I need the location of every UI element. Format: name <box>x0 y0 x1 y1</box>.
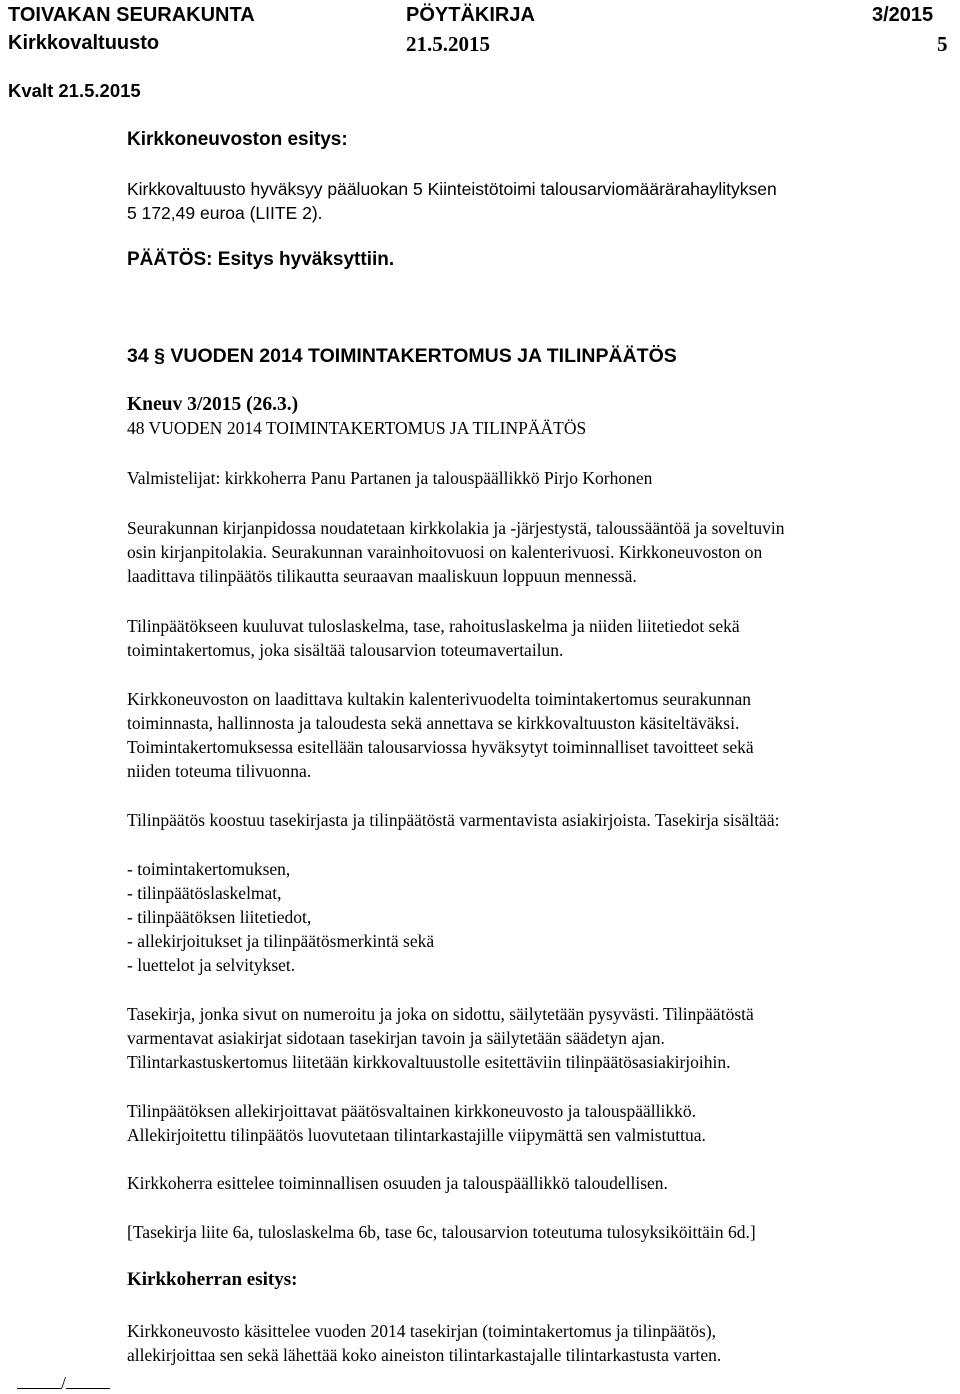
list-item: - tilinpäätöslaskelmat, <box>127 883 282 903</box>
paragraph-line: toimintakertomus, joka sisältää talousarvion toteumavertailun. <box>127 640 564 660</box>
paragraph-line: laadittava tilinpäätös tilikautta seuraavan maaliskuun loppuun mennessä. <box>127 566 637 586</box>
vicar-proposal-text <box>127 1319 917 1367</box>
paragraph-annual-report <box>127 687 917 783</box>
document-number: 3/2015 <box>872 4 934 26</box>
paragraph-line: Seurakunnan kirjanpidossa noudatetaan kirkkolakia ja -järjestystä, taloussääntöä ja soveltuvin <box>127 518 785 538</box>
list-item: - luettelot ja selvitykset. <box>127 955 296 975</box>
balance-book-contents-list <box>127 857 917 977</box>
initials-blank-right[interactable] <box>66 1372 110 1389</box>
paragraph-storage <box>127 1002 917 1074</box>
proposal-heading: Kirkkoneuvoston esitys: <box>127 129 348 150</box>
meeting-reference: Kvalt 21.5.2015 <box>8 80 141 101</box>
paragraph-line: [Tasekirja liite 6a, tuloslaskelma 6b, tase 6c, talousarvion toteutuma tulosyksiköittäin 6d.] <box>127 1222 756 1242</box>
paragraph-statement-contents <box>127 614 917 662</box>
paragraph-line: Tilintarkastuskertomus liitetään kirkkovaltuustolle esitettäviin tilinpäätösasiakirjoihin. <box>127 1052 731 1072</box>
decision-text: PÄÄTÖS: Esitys hyväksyttiin. <box>127 249 395 270</box>
paragraph-line: niiden toteuma tilivuonna. <box>127 761 312 781</box>
initials-blank-left[interactable] <box>17 1372 61 1389</box>
initials-line <box>17 1372 110 1394</box>
meeting-date: 21.5.2015 <box>406 32 490 56</box>
paragraph-line: osin kirjanpitolakia. Seurakunnan varainhoitovuosi on kalenterivuosi. Kirkkoneuvoston on <box>127 542 763 562</box>
body-name: Kirkkovaltuusto <box>8 32 160 54</box>
document-type: PÖYTÄKIRJA <box>406 4 535 26</box>
item-34-heading <box>127 345 677 368</box>
list-item: - allekirjoitukset ja tilinpäätösmerkintä sekä <box>127 931 435 951</box>
section-sign: § <box>154 345 165 367</box>
paragraph-attachments <box>127 1220 917 1244</box>
paragraph-line: Tilinpäätöksen allekirjoittavat päätösvaltainen kirkkoneuvosto ja talouspäällikkö. <box>127 1101 696 1121</box>
item-48-title: 48 VUODEN 2014 TOIMINTAKERTOMUS JA TILINPÄÄTÖS <box>127 418 587 438</box>
paragraph-line: varmentavat asiakirjat sidotaan tasekirjan tavoin ja säilytetään säädetyn ajan. <box>127 1028 665 1048</box>
proposal-line: 5 172,49 euroa (LIITE 2). <box>127 203 323 223</box>
list-item: - toimintakertomuksen, <box>127 859 291 879</box>
proposal-text <box>127 177 777 225</box>
item-number: 34 <box>127 345 149 367</box>
paragraph-signing <box>127 1099 917 1147</box>
paragraph-line: Tilinpäätökseen kuuluvat tuloslaskelma, tase, rahoituslaskelma ja niiden liitetiedot sekä <box>127 616 740 636</box>
preparers: Valmistelijat: kirkkoherra Panu Partanen ja talouspäällikkö Pirjo Korhonen <box>127 468 653 488</box>
paragraph-line: toiminnasta, hallinnosta ja taloudesta sekä annettava se kirkkovaltuuston käsiteltäväksi. <box>127 713 740 733</box>
initials-separator: / <box>61 1373 67 1393</box>
item-title: VUODEN 2014 TOIMINTAKERTOMUS JA TILINPÄÄTÖS <box>170 345 677 367</box>
paragraph-accounting-rules <box>127 516 917 588</box>
paragraph-line: Tasekirja, jonka sivut on numeroitu ja joka on sidottu, säilytetään pysyvästi. Tilinpäätöstä <box>127 1004 754 1024</box>
paragraph-composition <box>127 808 917 832</box>
paragraph-line: Kirkkoneuvoston on laadittava kultakin kalenterivuodelta toimintakertomus seurakunnan <box>127 689 752 709</box>
org-name: TOIVAKAN SEURAKUNTA <box>8 4 255 26</box>
paragraph-line: Tilinpäätös koostuu tasekirjasta ja tilinpäätöstä varmentavista asiakirjoista. Tasekirja sisältää: <box>127 810 780 830</box>
paragraph-line: Toimintakertomuksessa esitellään talousarviossa hyväksytyt toiminnalliset tavoitteet sekä <box>127 737 754 757</box>
paragraph-line: Kirkkoneuvosto käsittelee vuoden 2014 tasekirjan (toimintakertomus ja tilinpäätös), <box>127 1321 717 1341</box>
vicar-proposal-heading: Kirkkoherran esitys: <box>127 1269 298 1290</box>
proposal-line: Kirkkovaltuusto hyväksyy pääluokan 5 Kiinteistötoimi talousarviomäärärahaylityksen <box>127 179 777 199</box>
list-item: - tilinpäätöksen liitetiedot, <box>127 907 312 927</box>
page-number: 5 <box>937 32 948 56</box>
paragraph-line: Allekirjoitettu tilinpäätös luovutetaan tilintarkastajille viipymättä sen valmistuttua. <box>127 1125 706 1145</box>
kneuv-reference: Kneuv 3/2015 (26.3.) <box>127 394 299 415</box>
paragraph-line: allekirjoittaa sen sekä lähettää koko aineiston tilintarkastajalle tilintarkastusta varten. <box>127 1345 722 1365</box>
paragraph-presentation <box>127 1171 917 1195</box>
paragraph-line: Kirkkoherra esittelee toiminnallisen osuuden ja talouspäällikkö taloudellisen. <box>127 1173 668 1193</box>
